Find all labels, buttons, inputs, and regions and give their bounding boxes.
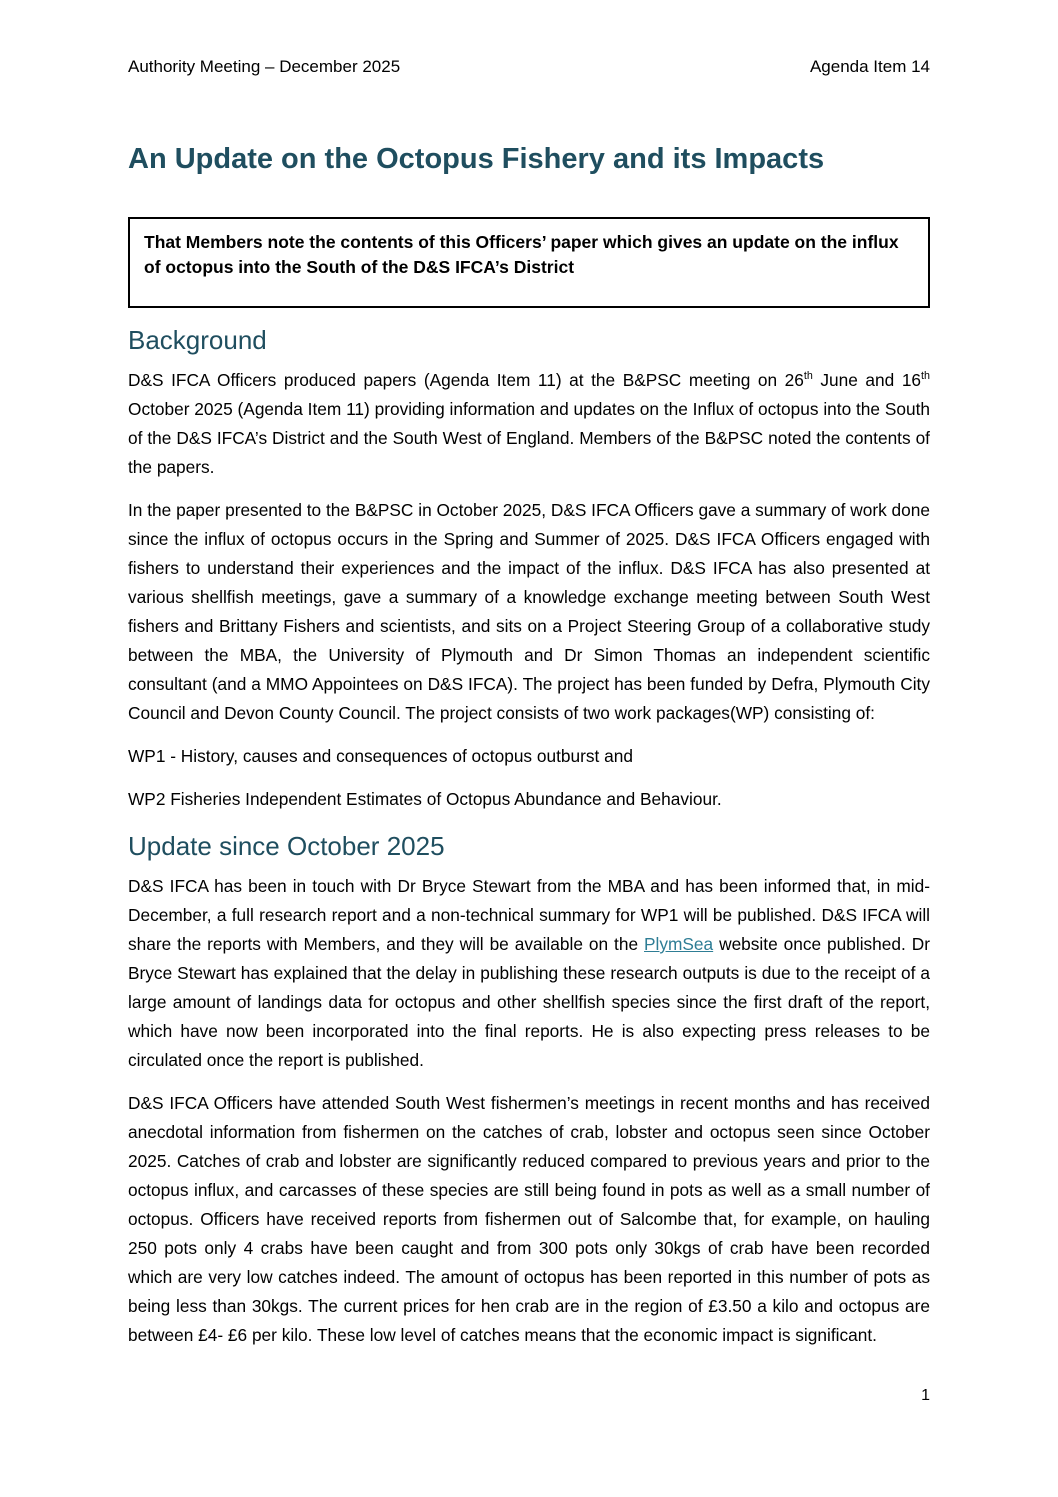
text-run: D&S IFCA Officers produced papers (Agenda Item 11) at the B&PSC meeting on 26 [128,370,804,390]
paragraph-background-2: In the paper presented to the B&PSC in October 2025, D&S IFCA Officers gave a summary of work done since the influx of octopus occurs in the Spring and Summer of 2025. D&S IFCA Officers engaged with fishers to understand their experiences and the impact of the influx. D&S IFCA has also presented at various shellfish meetings, gave a summary of a knowledge exchange meeting between South West fishers and Brittany Fishers and scientists, and sits on a Project Steering Group of a collaborative study between the MBA, the University of Plymouth and Dr Simon Thomas an independent scientific consultant (and a MMO Appointees on D&S IFCA). The project has been funded by Defra, Plymouth City Council and Devon County Council. The project consists of two work packages(WP) consisting of: [128,500,930,723]
text-run: October 2025 (Agenda Item 11) providing information and updates on the Influx of octopus into the South of the D&S IFCA’s District and the South West of England. Members of the B&PSC noted the contents of the papers. [128,399,930,477]
work-package-2-line: WP2 Fisheries Independent Estimates of Octopus Abundance and Behaviour. [128,789,722,809]
plymsea-link[interactable]: PlymSea [644,934,714,954]
paragraph-background-1 [128,366,930,482]
work-package-1-line: WP1 - History, causes and consequences of octopus outburst and [128,746,633,766]
paragraph-update-2: D&S IFCA Officers have attended South West fishermen’s meetings in recent months and has received anecdotal information from fishermen on the catches of crab, lobster and octopus seen since October 2025. Catches of crab and lobster are significantly reduced compared to previous years and prior to the octopus influx, and carcasses of these species are still being found in pots as well as a small number of octopus. Officers have received reports from fishermen out of Salcombe that, for example, on hauling 250 pots only 4 crabs have been caught and from 300 pots only 30kgs of crab have been recorded which are very low catches indeed. The amount of octopus has been reported in this number of pots as being less than 30kgs. The current prices for hen crab are in the region of £3.50 a kilo and octopus are between £4- £6 per kilo. These low level of catches means that the economic impact is significant. [128,1093,930,1345]
recommendation-box [128,217,930,308]
page-number: 1 [921,1387,930,1404]
text-run: June and 16 [812,370,922,390]
recommendation-text: That Members note the contents of this Officers’ paper which gives an update on the influx of octopus into the South of the D&S IFCA’s District [144,232,899,277]
header-meeting-title: Authority Meeting – December 2025 [128,57,401,76]
document-content [128,0,930,1364]
superscript-ordinal: th [921,370,930,383]
section-heading-background: Background [128,325,267,355]
text-run: website once published. Dr Bryce Stewart has explained that the delay in publishing these research outputs is due to the receipt of a large amount of landings data for octopus and other shellfish species since the first draft of the report, which have now been incorporated into the final reports. He is also expecting press releases to be circulated once the report is published. [128,934,930,1070]
text-run: D&S IFCA has been in touch with Dr Bryce Stewart from the MBA and has been informed that, in mid-December, a full research report and a non-technical summary for WP1 will be published. D&S IFCA will share the reports with Members, and they will be available on the [128,876,930,954]
paragraph-update-1 [128,872,930,1075]
document-title: An Update on the Octopus Fishery and its Impacts [128,143,825,175]
section-heading-update: Update since October 2025 [128,831,445,861]
superscript-ordinal: th [803,370,813,383]
header-agenda-item: Agenda Item 14 [809,57,930,76]
page-header [128,0,930,77]
